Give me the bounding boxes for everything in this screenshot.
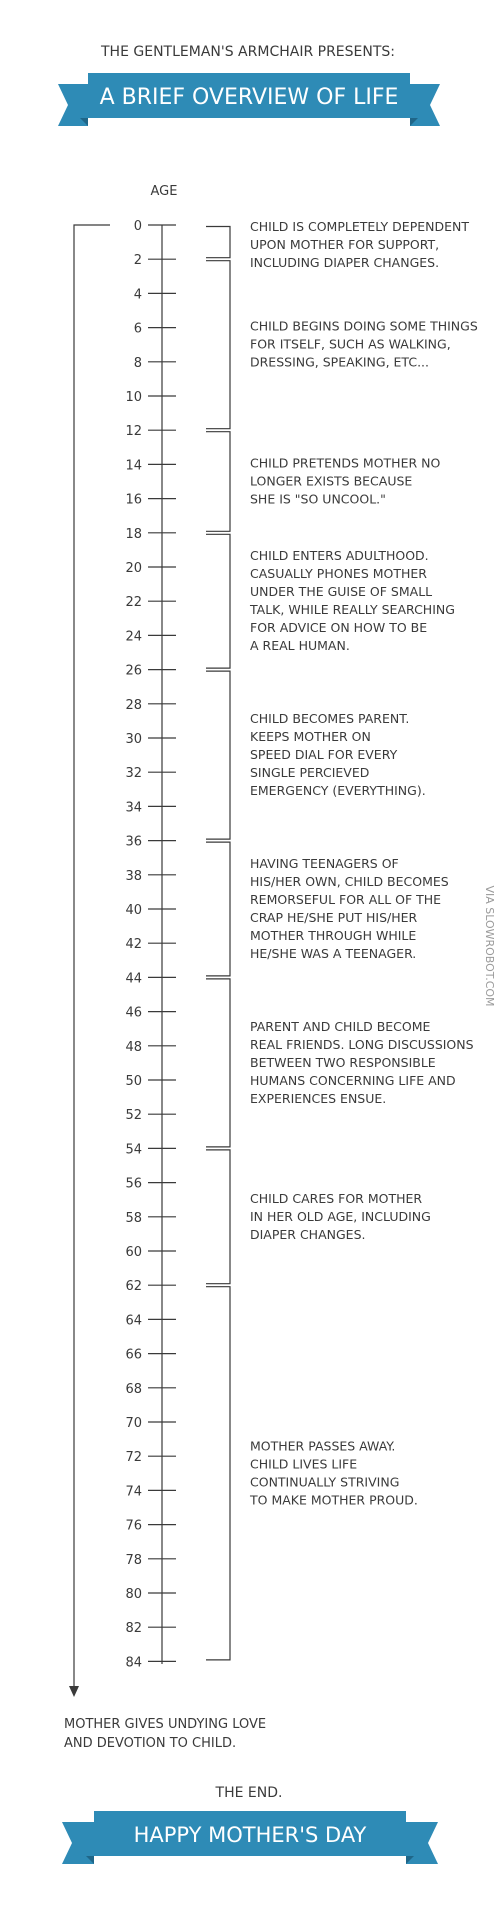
- stage-description-line: MOTHER THROUGH WHILE: [250, 928, 417, 943]
- stage-description-line: HAVING TEENAGERS OF: [250, 856, 399, 871]
- footer-ribbon-text: HAPPY MOTHER'S DAY: [133, 1823, 367, 1847]
- watermark-text: VIA SLOWROBOT.COM: [483, 885, 496, 1007]
- stage-description-line: FOR ADVICE ON HOW TO BE: [250, 620, 428, 636]
- age-tick-label: 54: [125, 1142, 142, 1158]
- age-tick-label: 82: [125, 1621, 142, 1637]
- age-tick-label: 2: [133, 253, 142, 269]
- stage-bracket: [206, 432, 230, 532]
- stage-description-line: IN HER OLD AGE, INCLUDING: [250, 1208, 431, 1224]
- stage-description-line: CHILD ENTERS ADULTHOOD.: [250, 548, 429, 564]
- stage-description-line: CHILD CARES FOR MOTHER: [250, 1190, 423, 1206]
- stage-description-line: INCLUDING DIAPER CHANGES.: [250, 255, 440, 270]
- stage-descriptions: [249, 219, 478, 1507]
- stage-description-line: EXPERIENCES ENSUE.: [250, 1090, 387, 1106]
- stage-description-line: FOR ITSELF, SUCH AS WALKING,: [250, 336, 451, 352]
- stage-bracket: [206, 1287, 230, 1660]
- age-tick-label: 78: [125, 1552, 142, 1568]
- age-tick-label: 46: [125, 1005, 142, 1021]
- age-tick-label: 10: [125, 390, 142, 405]
- age-tick-label: 56: [125, 1176, 142, 1192]
- page-title: A BRIEF OVERVIEW OF LIFE: [99, 85, 399, 110]
- stage-description-line: EMERGENCY (EVERYTHING).: [250, 783, 426, 799]
- stage-description-line: PARENT AND CHILD BECOME: [250, 1018, 431, 1034]
- stage-description-line: REMORSEFUL FOR ALL OF THE: [250, 892, 442, 907]
- stage-description-line: SINGLE PERCIEVED: [250, 765, 370, 781]
- age-tick-label: 22: [125, 595, 142, 611]
- age-tick-label: 28: [125, 697, 142, 713]
- stage-bracket: [206, 979, 230, 1147]
- age-ticks: [125, 219, 176, 1670]
- stage-description-line: REAL FRIENDS. LONG DISCUSSIONS: [250, 1036, 474, 1052]
- age-tick-label: 4: [133, 287, 142, 303]
- age-tick-label: 42: [125, 937, 142, 953]
- stage-description-line: CASUALLY PHONES MOTHER: [250, 566, 427, 582]
- stage-bracket: [206, 842, 230, 976]
- stage-description-line: CHILD BEGINS DOING SOME THINGS: [250, 318, 478, 334]
- stage-description-line: TO MAKE MOTHER PROUD.: [250, 1492, 418, 1508]
- age-tick-label: 30: [125, 732, 142, 747]
- age-tick-label: 76: [125, 1518, 142, 1534]
- footer-ribbon: [62, 1811, 438, 1864]
- timeline-arrow-line: [74, 225, 110, 1688]
- love-line-2: AND DEVOTION TO CHILD.: [64, 1736, 237, 1751]
- stage-description-line: CHILD BECOMES PARENT.: [250, 711, 410, 727]
- stage-description-line: BETWEEN TWO RESPONSIBLE: [250, 1054, 436, 1070]
- age-tick-label: 0: [133, 219, 142, 234]
- age-tick-label: 44: [125, 971, 142, 987]
- stage-description-line: HIS/HER OWN, CHILD BECOMES: [250, 874, 449, 889]
- age-tick-label: 12: [125, 424, 142, 440]
- stage-brackets: [206, 227, 230, 1660]
- stage-description-line: CHILD LIVES LIFE: [250, 1456, 358, 1472]
- stage-description-line: DRESSING, SPEAKING, ETC...: [250, 354, 429, 370]
- age-tick-label: 24: [125, 629, 142, 645]
- age-tick-label: 84: [125, 1655, 142, 1671]
- stage-description-line: LONGER EXISTS BECAUSE: [250, 473, 413, 489]
- age-tick-label: 8: [133, 355, 142, 371]
- love-line-1: MOTHER GIVES UNDYING LOVE: [64, 1717, 267, 1732]
- age-tick-label: 14: [125, 458, 142, 474]
- age-tick-label: 34: [125, 800, 142, 816]
- age-tick-label: 20: [125, 561, 142, 576]
- title-ribbon: [58, 73, 440, 126]
- age-tick-label: 6: [133, 321, 142, 337]
- age-tick-label: 64: [125, 1313, 142, 1329]
- age-tick-label: 52: [125, 1108, 142, 1124]
- stage-description-line: CHILD IS COMPLETELY DEPENDENT: [250, 219, 469, 234]
- age-tick-label: 16: [125, 492, 142, 508]
- age-tick-label: 80: [125, 1587, 142, 1602]
- timeline-arrowhead: [69, 1686, 79, 1697]
- age-tick-label: 68: [125, 1381, 142, 1397]
- age-tick-label: 58: [125, 1210, 142, 1226]
- stage-description-line: UPON MOTHER FOR SUPPORT,: [250, 237, 440, 252]
- stage-description-line: A REAL HUMAN.: [250, 638, 350, 654]
- stage-description-line: CONTINUALLY STRIVING: [250, 1474, 400, 1490]
- age-tick-label: 40: [125, 903, 142, 918]
- stage-bracket: [206, 534, 230, 668]
- stage-bracket: [206, 227, 230, 258]
- age-tick-label: 62: [125, 1279, 142, 1295]
- age-tick-label: 50: [125, 1074, 142, 1089]
- the-end-text: THE END.: [215, 1785, 283, 1801]
- stage-description-line: SHE IS "SO UNCOOL.": [250, 491, 386, 507]
- stage-description-line: UNDER THE GUISE OF SMALL: [250, 584, 433, 600]
- stage-bracket: [206, 671, 230, 839]
- age-tick-label: 48: [125, 1039, 142, 1055]
- stage-description-line: CRAP HE/SHE PUT HIS/HER: [250, 910, 418, 925]
- age-tick-label: 26: [125, 663, 142, 679]
- age-tick-label: 18: [125, 526, 142, 542]
- age-tick-label: 70: [125, 1416, 142, 1431]
- age-tick-label: 32: [125, 766, 142, 782]
- stage-description-line: MOTHER PASSES AWAY.: [250, 1438, 396, 1454]
- age-tick-label: 72: [125, 1450, 142, 1466]
- axis-label: AGE: [150, 184, 178, 199]
- stage-bracket: [206, 261, 230, 429]
- stage-description-line: HE/SHE WAS A TEENAGER.: [250, 946, 417, 961]
- age-tick-label: 36: [125, 834, 142, 850]
- age-tick-label: 38: [125, 868, 142, 884]
- age-tick-label: 66: [125, 1347, 142, 1363]
- stage-bracket: [206, 1150, 230, 1284]
- stage-description-line: KEEPS MOTHER ON: [250, 729, 371, 745]
- stage-description-line: TALK, WHILE REALLY SEARCHING: [250, 602, 455, 618]
- age-tick-label: 74: [125, 1484, 142, 1500]
- stage-description-line: DIAPER CHANGES.: [250, 1226, 366, 1242]
- presents-text: THE GENTLEMAN'S ARMCHAIR PRESENTS:: [101, 44, 395, 60]
- stage-description-line: CHILD PRETENDS MOTHER NO: [250, 455, 441, 471]
- stage-description-line: SPEED DIAL FOR EVERY: [250, 747, 398, 763]
- age-tick-label: 60: [125, 1245, 142, 1260]
- stage-description-line: HUMANS CONCERNING LIFE AND: [250, 1072, 456, 1088]
